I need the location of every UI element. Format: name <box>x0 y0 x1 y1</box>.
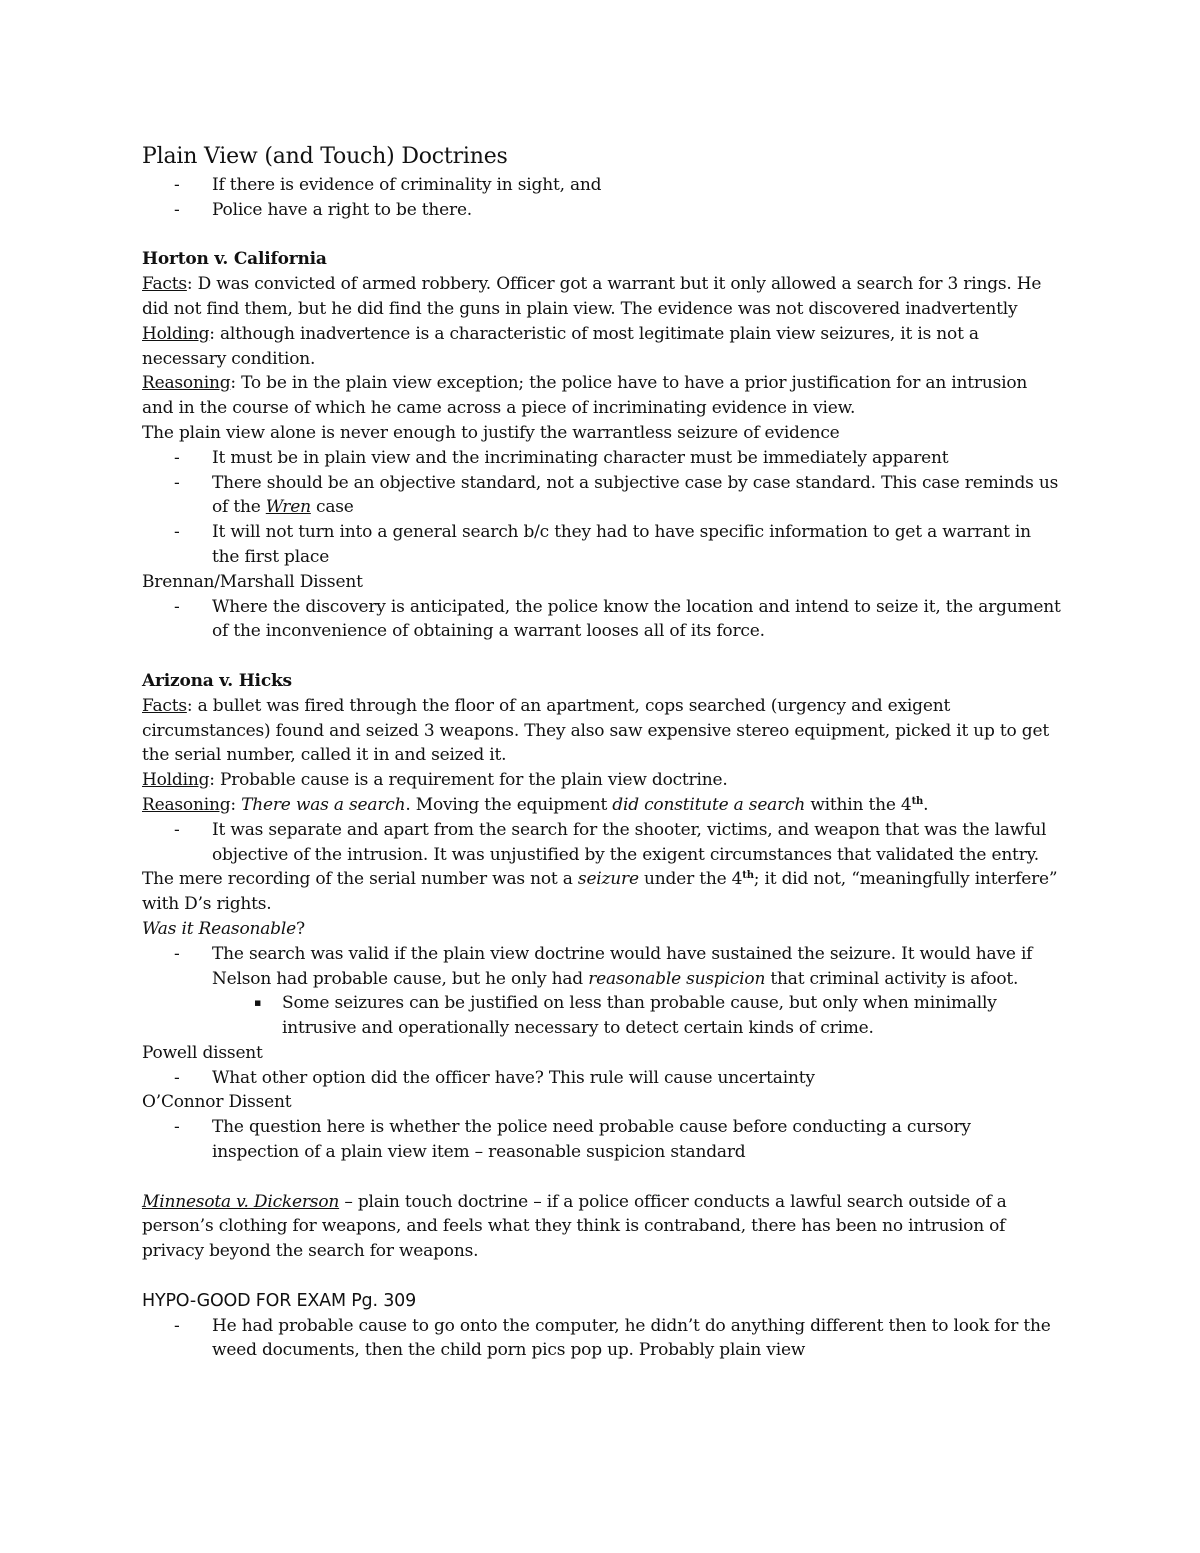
hicks-reasonable-question: Was it Reasonable? <box>142 918 305 939</box>
horton-bullet: - It must be in plain view and the incriminating character must be immediately apparent <box>142 446 1062 471</box>
dash-bullet: - <box>174 199 180 220</box>
horton-dissent-bullet: - Where the discovery is anticipated, the police know the location and intend to seize it, the argument of the inconvenience of obtaining a warrant looses all of its force. <box>174 596 1061 642</box>
horton-bullet: - It will not turn into a general search b/c they had to have specific information to get a warrant in the first place <box>174 522 1031 567</box>
intro-bullet: - Police have a right to be there. <box>142 198 1062 223</box>
intro-bullet: - If there is evidence of criminality in sight, and <box>142 173 1062 198</box>
square-bullet: ▪ <box>254 996 262 1010</box>
horton-holding: Holding: although inadvertence is a characteristic of most legitimate plain view seizures, it is not a necessary condition. <box>142 323 979 369</box>
dash-bullet: - <box>174 447 180 468</box>
hicks-sub-bullet: ▪ Some seizures can be justified on less than probable cause, but only when minimally intrusive and operationally necessary to detect certain kinds of crime. <box>254 993 997 1039</box>
dash-bullet: - <box>174 522 180 543</box>
hicks-reasoning: Reasoning: There was a search. Moving the equipment did constitute a search within the 4th. <box>142 794 929 815</box>
hicks-serial-number-note: The mere recording of the serial number was not a seizure under the 4th; it did not, “meaningfully interfere” with D’s rights. <box>142 869 1058 915</box>
page-title: Plain View (and Touch) Doctrines <box>142 144 508 169</box>
horton-reasoning: Reasoning: To be in the plain view exception; the police have to have a prior justification for an intrusion and in the course of which he came across a piece of incriminating evidence in view. <box>142 373 1028 419</box>
horton-facts: Facts: D was convicted of armed robbery. Officer got a warrant but it only allowed a search for 3 rings. He did not find them, but he did find the guns in plain view. The evidence was not discovered inadvertently <box>142 274 1042 319</box>
hicks-oconnor-label: O’Connor Dissent <box>142 1092 292 1113</box>
hypo-heading: HYPO-GOOD FOR EXAM Pg. 309 <box>142 1290 416 1311</box>
dash-bullet: - <box>174 472 180 493</box>
document-body <box>142 142 1062 1363</box>
dash-bullet: - <box>174 596 180 617</box>
hypo-bullet: - He had probable cause to go onto the computer, he didn’t do anything different then to look for the weed documents, then the child porn pics pop up. Probably plain view <box>174 1315 1051 1361</box>
hicks-facts: Facts: a bullet was fired through the floor of an apartment, cops searched (urgency and exigent circumstances) found and seized 3 weapons. They also saw expensive stereo equipment, picked it up to get the serial number, called it in and seized it. <box>142 695 1049 766</box>
hicks-oconnor-bullet: - The question here is whether the police need probable cause before conducting a cursory inspection of a plain view item – reasonable suspicion standard <box>174 1117 971 1163</box>
horton-bullet: - There should be an objective standard, not a subjective case by case standard. This case reminds us of the Wren case <box>174 472 1059 518</box>
hicks-bullet: - The search was valid if the plain view doctrine would have sustained the seizure. It would have if Nelson had probable cause, but he only had reasonable suspicion that criminal activity is afoot. <box>174 943 1033 989</box>
dash-bullet: - <box>174 943 180 964</box>
case-reference-wren: Wren <box>265 497 311 518</box>
dash-bullet: - <box>174 175 180 195</box>
hicks-holding: Holding: Probable cause is a requirement for the plain view doctrine. <box>142 770 728 791</box>
dash-bullet: - <box>174 1315 180 1336</box>
horton-plain-view-rule: The plain view alone is never enough to justify the warrantless seizure of evidence <box>142 422 840 443</box>
hicks-powell-bullet: - What other option did the officer have? This rule will cause uncertainty <box>142 1066 1062 1091</box>
case-reference-dickerson: Minnesota v. Dickerson <box>142 1191 340 1212</box>
dash-bullet: - <box>174 1067 180 1088</box>
case-heading-hicks: Arizona v. Hicks <box>142 670 292 691</box>
hicks-powell-label: Powell dissent <box>142 1042 263 1063</box>
horton-dissent-label: Brennan/Marshall Dissent <box>142 571 363 592</box>
dash-bullet: - <box>174 819 180 840</box>
dash-bullet: - <box>174 1117 180 1138</box>
case-heading-horton: Horton v. California <box>142 249 327 270</box>
hicks-bullet: - It was separate and apart from the search for the shooter, victims, and weapon that was the lawful objective of the intrusion. It was unjustified by the exigent circumstances that validated the entry. <box>174 819 1047 865</box>
dickerson-paragraph: Minnesota v. Dickerson – plain touch doctrine – if a police officer conducts a lawful search outside of a person’s clothing for weapons, and feels what they think is contraband, there has been no intrusion of privacy beyond the search for weapons. <box>142 1191 1007 1262</box>
